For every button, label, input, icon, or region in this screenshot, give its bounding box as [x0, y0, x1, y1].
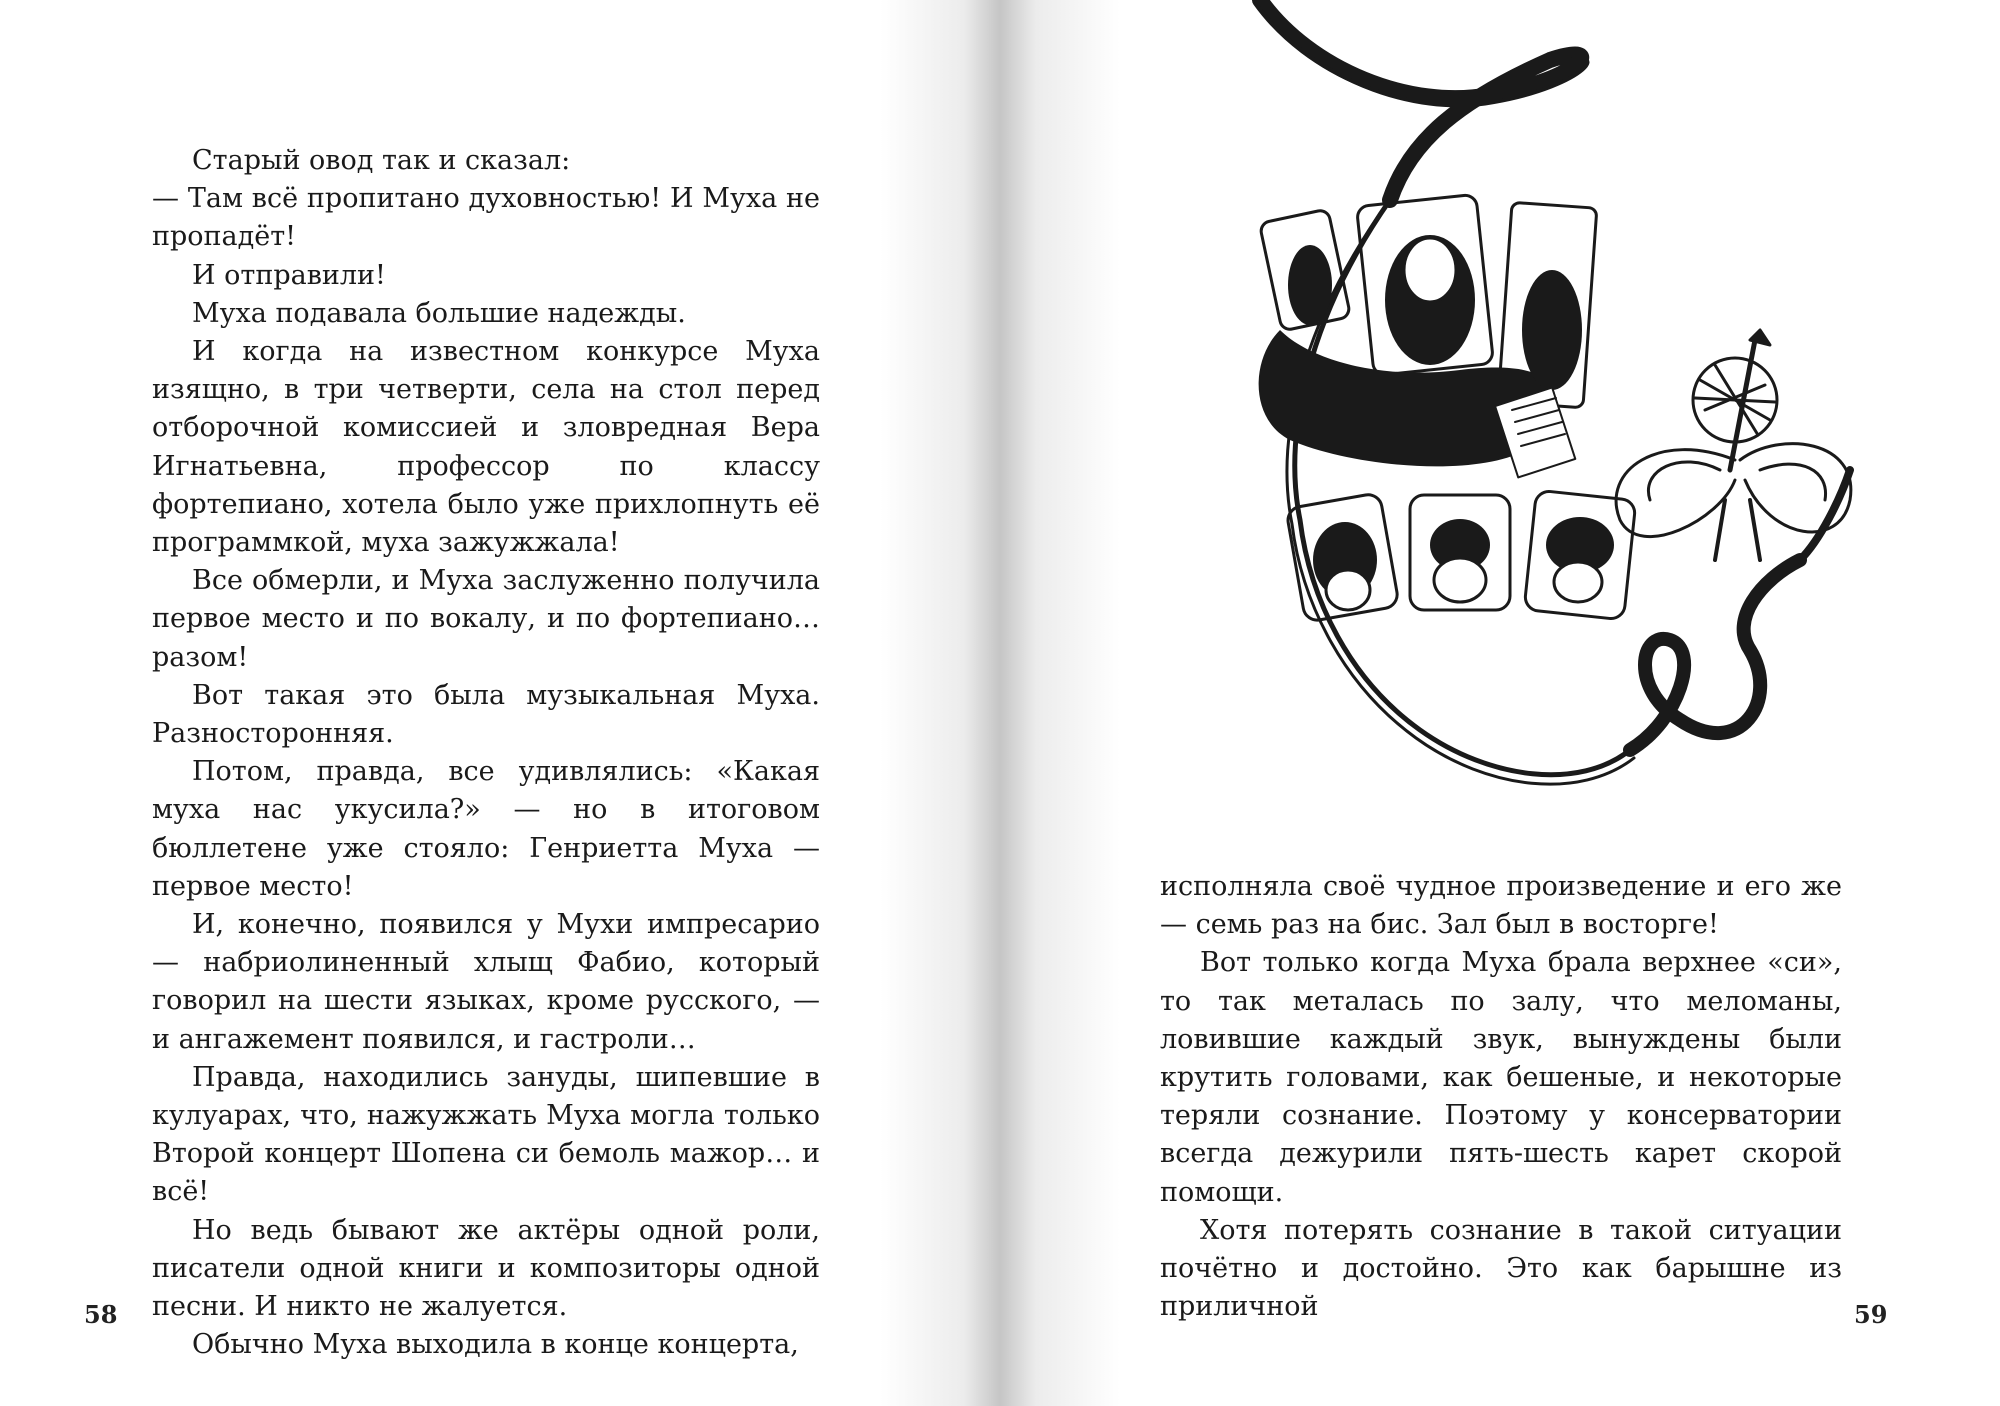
paragraph: Но ведь бывают же актёры одной роли, писатели одной книги и композиторы одной песни. И никто не жалуется.	[152, 1214, 820, 1323]
paragraph: Правда, находились зануды, шипевшие в кулуарах, что, нажужжать Муха могла только Второй концерт Шопена си бемоль мажор… и всё!	[152, 1061, 820, 1208]
right-page-text	[1160, 868, 1842, 1326]
paragraph: Хотя потерять сознание в такой ситуации почётно и достойно. Это как барышне из приличной	[1160, 1214, 1842, 1323]
paragraph: Вот такая это была музыкальная Муха. Разносторонняя.	[152, 679, 820, 750]
page-number-left: 58	[84, 1300, 118, 1329]
left-page-text	[152, 142, 820, 1365]
paragraph: И отправили!	[192, 259, 386, 291]
ink-illustration	[1160, 0, 1880, 830]
paragraph: Вот только когда Муха брала верхнее «си», то так металась по залу, что меломаны, ловившие каждый звук, вынуждены были крутить головами, как бешеные, и некоторые теряли сознание. Поэтому у консерватории всегда дежурили пять-шесть карет скорой помощи.	[1160, 947, 1842, 1208]
paragraph: Потом, правда, все удивлялись: «Какая муха нас укусила?» — но в итоговом бюллетене уже стояло: Генриетта Муха — первое место!	[152, 756, 820, 902]
paragraph: И когда на известном конкурсе Муха изящно, в три четверти, села на стол перед отборочной комиссией и зловредная Вера Игнатьевна, профессор по классу фортепиано, хотела было уже прихлопнуть её программкой, муха зажужжала!	[152, 336, 820, 559]
paragraph: — Там всё пропитано духовностью! И Муха не пропадёт!	[152, 183, 820, 253]
paragraph: Обычно Муха выходила в конце концерта,	[192, 1329, 799, 1361]
paragraph: И, конечно, появился у Мухи импресарио — набриолиненный хлыщ Фабио, который говорил на шести языках, кроме русского, — и ангажемент появился, и гастроли…	[152, 909, 820, 1055]
paragraph: Муха подавала большие надежды.	[192, 297, 686, 329]
paragraph: Все обмерли, и Муха заслуженно получила первое место и по вокалу, и по фортепиано… разом!	[152, 565, 820, 673]
right-page	[1000, 0, 2000, 1406]
paragraph: исполняла своё чудное произведение и его же — семь раз на бис. Зал был в восторге!	[1160, 871, 1842, 941]
page-number-right: 59	[1854, 1300, 1888, 1329]
paragraph: Старый овод так и сказал:	[192, 145, 571, 176]
